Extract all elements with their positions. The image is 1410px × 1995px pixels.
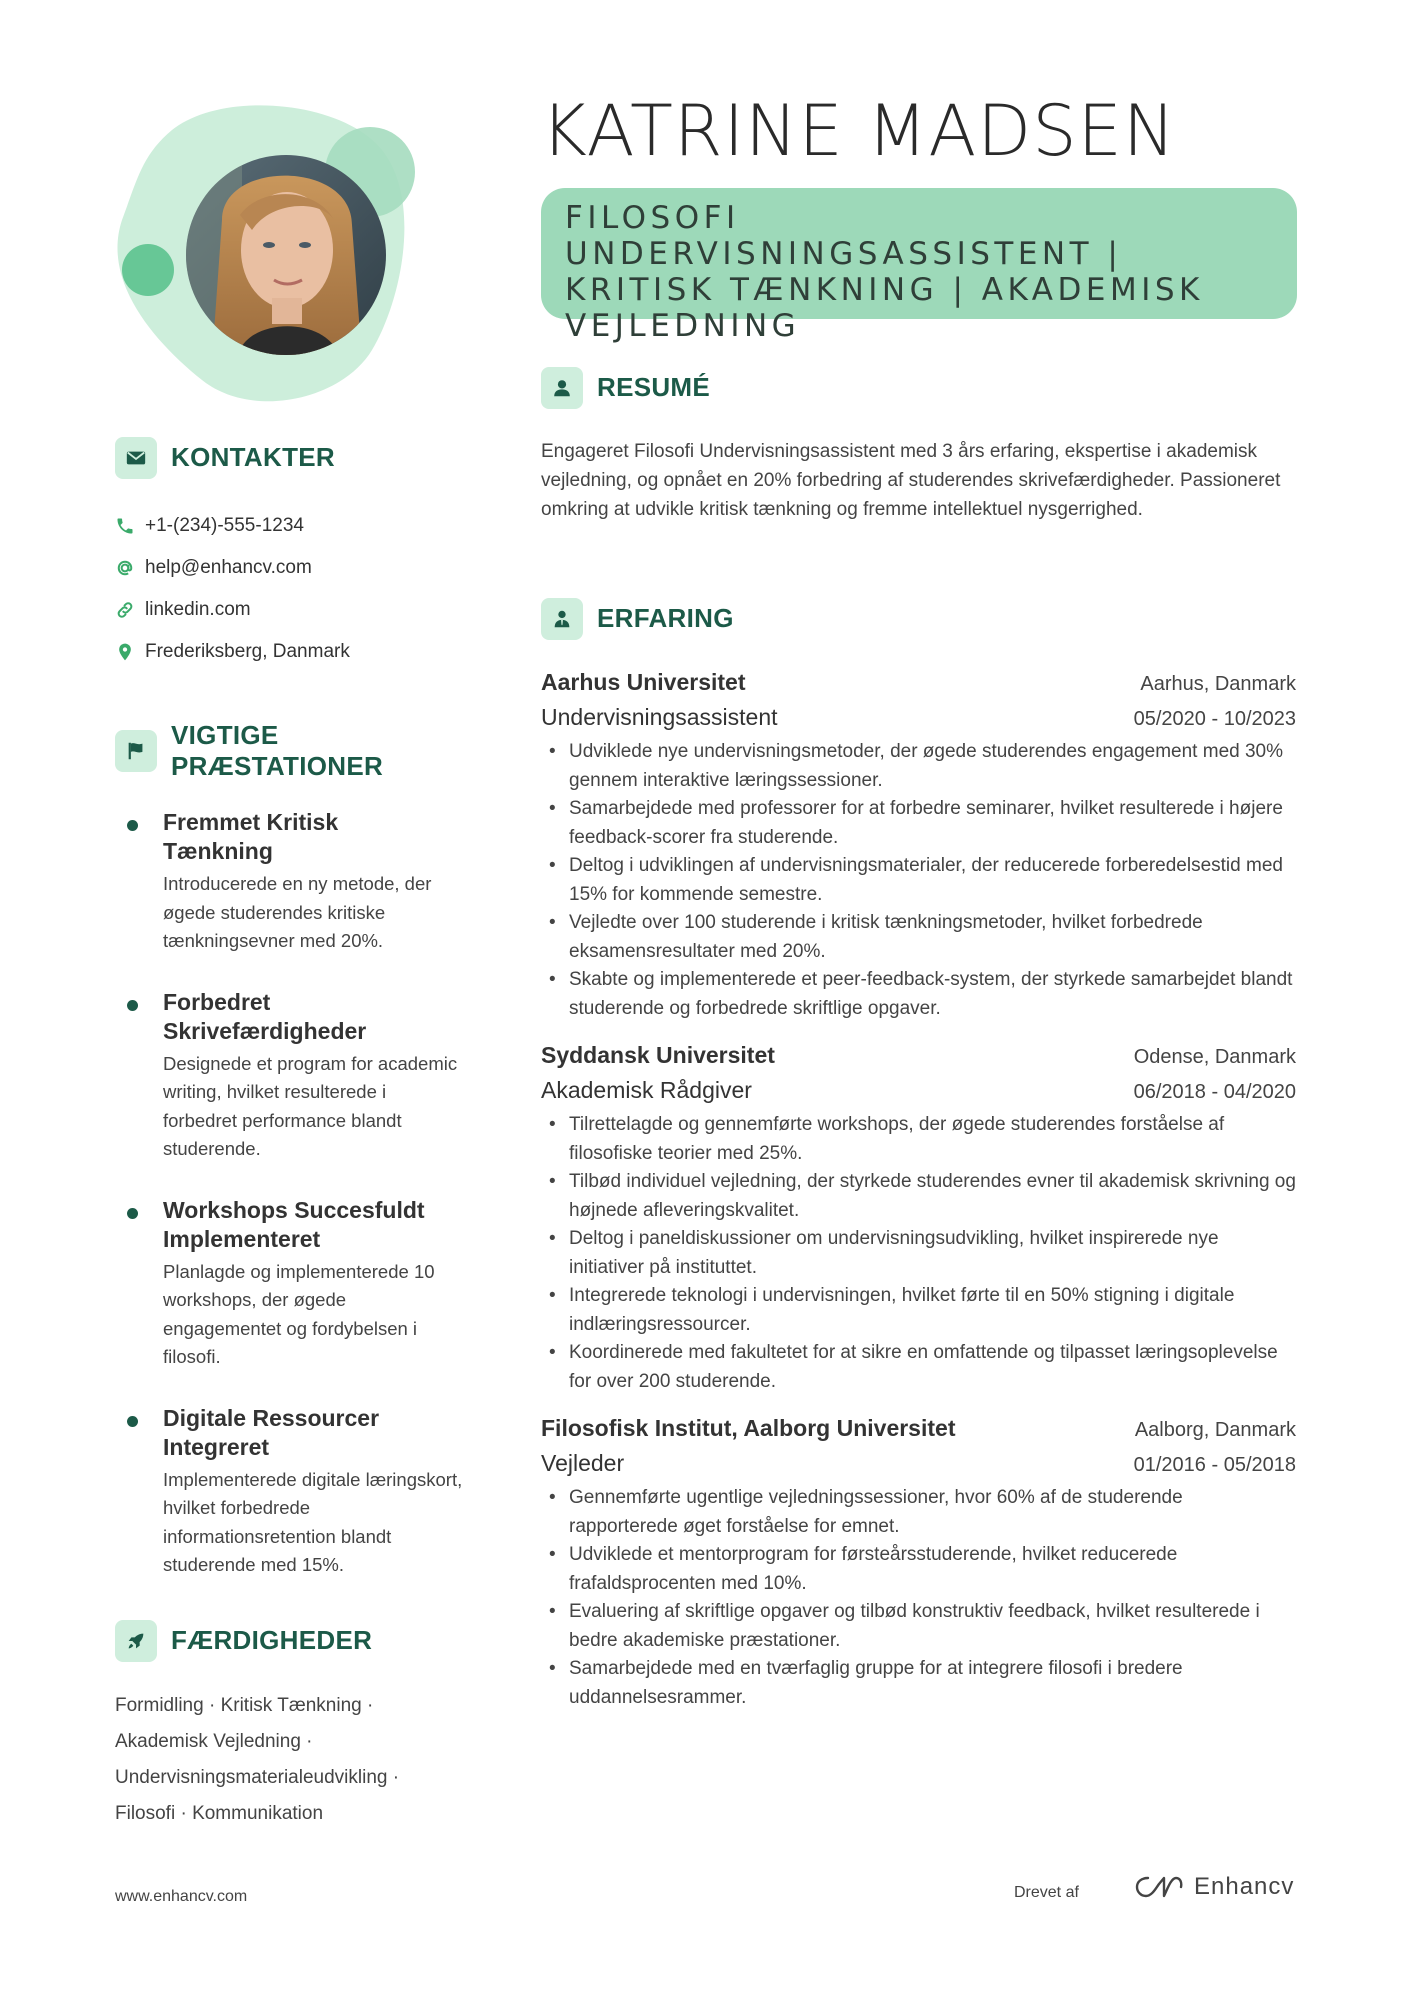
list-item: • Samarbejdede med en tværfaglig gruppe for at integrere filosofi i bredere uddannelsesrammer. [541,1655,1296,1712]
bullet-icon [127,1000,138,1011]
job-location: Odense, Danmark [1133,1046,1296,1068]
at-icon [115,558,135,578]
company-name: Filosofisk Institut, Aalborg Universitet [541,1415,956,1441]
achievements-header [115,720,475,782]
briefcase-user-icon [541,598,583,640]
contacts-header [115,437,475,479]
list-item: • Integrerede teknologi i undervisningen, hvilket førte til en 50% stigning i digitale indlæringsressourcer. [541,1282,1296,1339]
list-item [115,1404,475,1580]
experience-entry [541,666,1296,1023]
candidate-name: KATRINE MADSEN [541,90,1177,172]
job-bullets [541,1111,1296,1396]
location-pin-icon [115,642,135,662]
bullet-icon [127,1208,138,1219]
flag-icon [115,730,157,772]
infinity-logo-icon [1134,1872,1184,1902]
contact-linkedin-text: linkedin.com [145,599,251,620]
list-item: • Skabte og implementerede et peer-feedback-system, der styrkede samarbejdet blandt studerende og forbedrede skriftlige opgaver. [541,966,1296,1023]
list-item: • Udviklede nye undervisningsmetoder, der øgede studerendes engagement med 30% gennem interaktive læringssessioner. [541,738,1296,795]
skills-header [115,1620,475,1662]
enhancv-logo[interactable] [1134,1872,1294,1902]
job-role: Vejleder [541,1450,625,1476]
footer-powered-by: Drevet af [1014,1884,1079,1901]
job-dates: 06/2018 - 04/2020 [1133,1081,1296,1103]
achievement-description: Introducerede en ny metode, der øgede studerendes kritiske tænkningsevner med 20%. [163,873,432,952]
bullet-icon [127,820,138,831]
user-icon [541,367,583,409]
list-item [115,1196,475,1372]
list-item [115,988,475,1164]
profile-photo [112,100,432,410]
contact-email-text: help@enhancv.com [145,557,312,578]
experience-header [541,598,1296,640]
list-item: • Deltog i paneldiskussioner om undervisningsudvikling, hvilket inspirerede nye initiativer på instituttet. [541,1225,1296,1282]
achievement-title: Digitale Ressourcer Integreret [163,1404,380,1460]
job-dates: 05/2020 - 10/2023 [1133,708,1296,730]
bullet-icon [127,1416,138,1427]
contact-list [115,505,475,673]
contacts-title: KONTAKTER [171,442,335,473]
list-item: • Tilrettelagde og gennemførte workshops, der øgede studerendes forståelse af filosofiske teorier med 25%. [541,1111,1296,1168]
headline-text: FILOSOFI UNDERVISNINGSASSISTENT | KRITISK TÆNKNING | AKADEMISK VEJLEDNING [565,200,1204,344]
job-role: Akademisk Rådgiver [541,1077,752,1103]
summary-title: RESUMÉ [597,372,711,403]
achievement-description: Implementerede digitale læringskort, hvilket forbedrede informationsretention blandt studerende med 15%. [163,1468,463,1576]
job-location: Aalborg, Danmark [1134,1419,1296,1441]
headline-banner [541,188,1297,344]
list-item: • Tilbød individuel vejledning, der styrkede studerendes evner til akademisk skrivning og højnede afleveringskvalitet. [541,1168,1296,1225]
skills-section [115,1620,475,1832]
achievements-section [115,720,475,1612]
footer-website-link[interactable]: www.enhancv.com [115,1888,248,1905]
skills-list: Formidling · Kritisk Tænkning · Akademisk Vejledning · Undervisningsmaterialeudvikling · Filosofi · Kommunikation [115,1695,400,1824]
phone-icon [115,516,135,536]
contacts-section [115,437,475,673]
achievements-title: VIGTIGE PRÆSTATIONER [171,720,384,782]
contact-phone-text: +1-(234)-555-1234 [145,515,304,536]
experience-entry [541,1412,1296,1712]
list-item: • Vejledte over 100 studerende i kritisk tænkningsmetoder, hvilket forbedrede eksamensresultater med 20%. [541,909,1296,966]
list-item: • Samarbejdede med professorer for at forbedre seminarer, hvilket resulterede i højere feedback-scorer fra studerende. [541,795,1296,852]
experience-list [541,666,1296,1712]
job-dates: 01/2016 - 05/2018 [1133,1454,1296,1476]
summary-text: Engageret Filosofi Undervisningsassistent med 3 års erfaring, ekspertise i akademisk vejledning, og opnået en 20% forbedring af studerendes skrivefærdigheder. Passioneret omkring at udvikle kritisk tænkning og fremme intellektuel nysgerrighed. [541,441,1281,520]
achievement-title: Workshops Succesfuldt Implementeret [163,1196,425,1252]
contact-phone[interactable] [115,505,475,547]
list-item: • Udviklede et mentorprogram for førsteårsstuderende, hvilket reducerede frafaldsprocenten med 10%. [541,1541,1296,1598]
achievement-title: Fremmet Kritisk Tænkning [163,809,339,865]
company-name: Aarhus Universitet [541,669,746,695]
list-item: • Evaluering af skriftlige opgaver og tilbød konstruktiv feedback, hvilket resulterede i bedre akademiske præstationer. [541,1598,1296,1655]
summary-header [541,367,1296,409]
list-item: • Deltog i udviklingen af undervisningsmaterialer, der reducerede forberedelsestid med 15% for kommende semestre. [541,852,1296,909]
list-item: • Koordinerede med fakultetet for at sikre en omfattende og tilpasset læringsoplevelse for over 200 studerende. [541,1339,1296,1396]
list-item [115,808,475,956]
achievements-list [115,808,475,1580]
job-role: Undervisningsassistent [541,704,778,730]
company-name: Syddansk Universitet [541,1042,775,1068]
job-location: Aarhus, Danmark [1140,673,1296,695]
achievement-title: Forbedret Skrivefærdigheder [163,988,367,1044]
list-item: • Gennemførte ugentlige vejledningssessioner, hvor 60% af de studerende rapporterede øget forståelse for emnet. [541,1484,1296,1541]
contact-email[interactable] [115,547,475,589]
contact-location-text: Frederiksberg, Danmark [145,641,350,662]
avatar [112,100,432,410]
experience-section [541,598,1296,1728]
contact-location [115,631,475,673]
job-bullets [541,1484,1296,1712]
rocket-icon [115,1620,157,1662]
link-icon [115,600,135,620]
skills-title: FÆRDIGHEDER [171,1625,373,1656]
achievement-description: Designede et program for academic writing, hvilket resulterede i forbedret performance blandt studerende. [163,1052,458,1160]
experience-title: ERFARING [597,603,734,634]
summary-section [541,367,1296,524]
contact-linkedin[interactable] [115,589,475,631]
envelope-icon [115,437,157,479]
enhancv-brand: Enhancv [1194,1873,1295,1900]
job-bullets [541,738,1296,1023]
achievement-description: Planlagde og implementerede 10 workshops, der øgede engagementet og fordybelsen i filosofi. [163,1260,435,1368]
experience-entry [541,1039,1296,1396]
